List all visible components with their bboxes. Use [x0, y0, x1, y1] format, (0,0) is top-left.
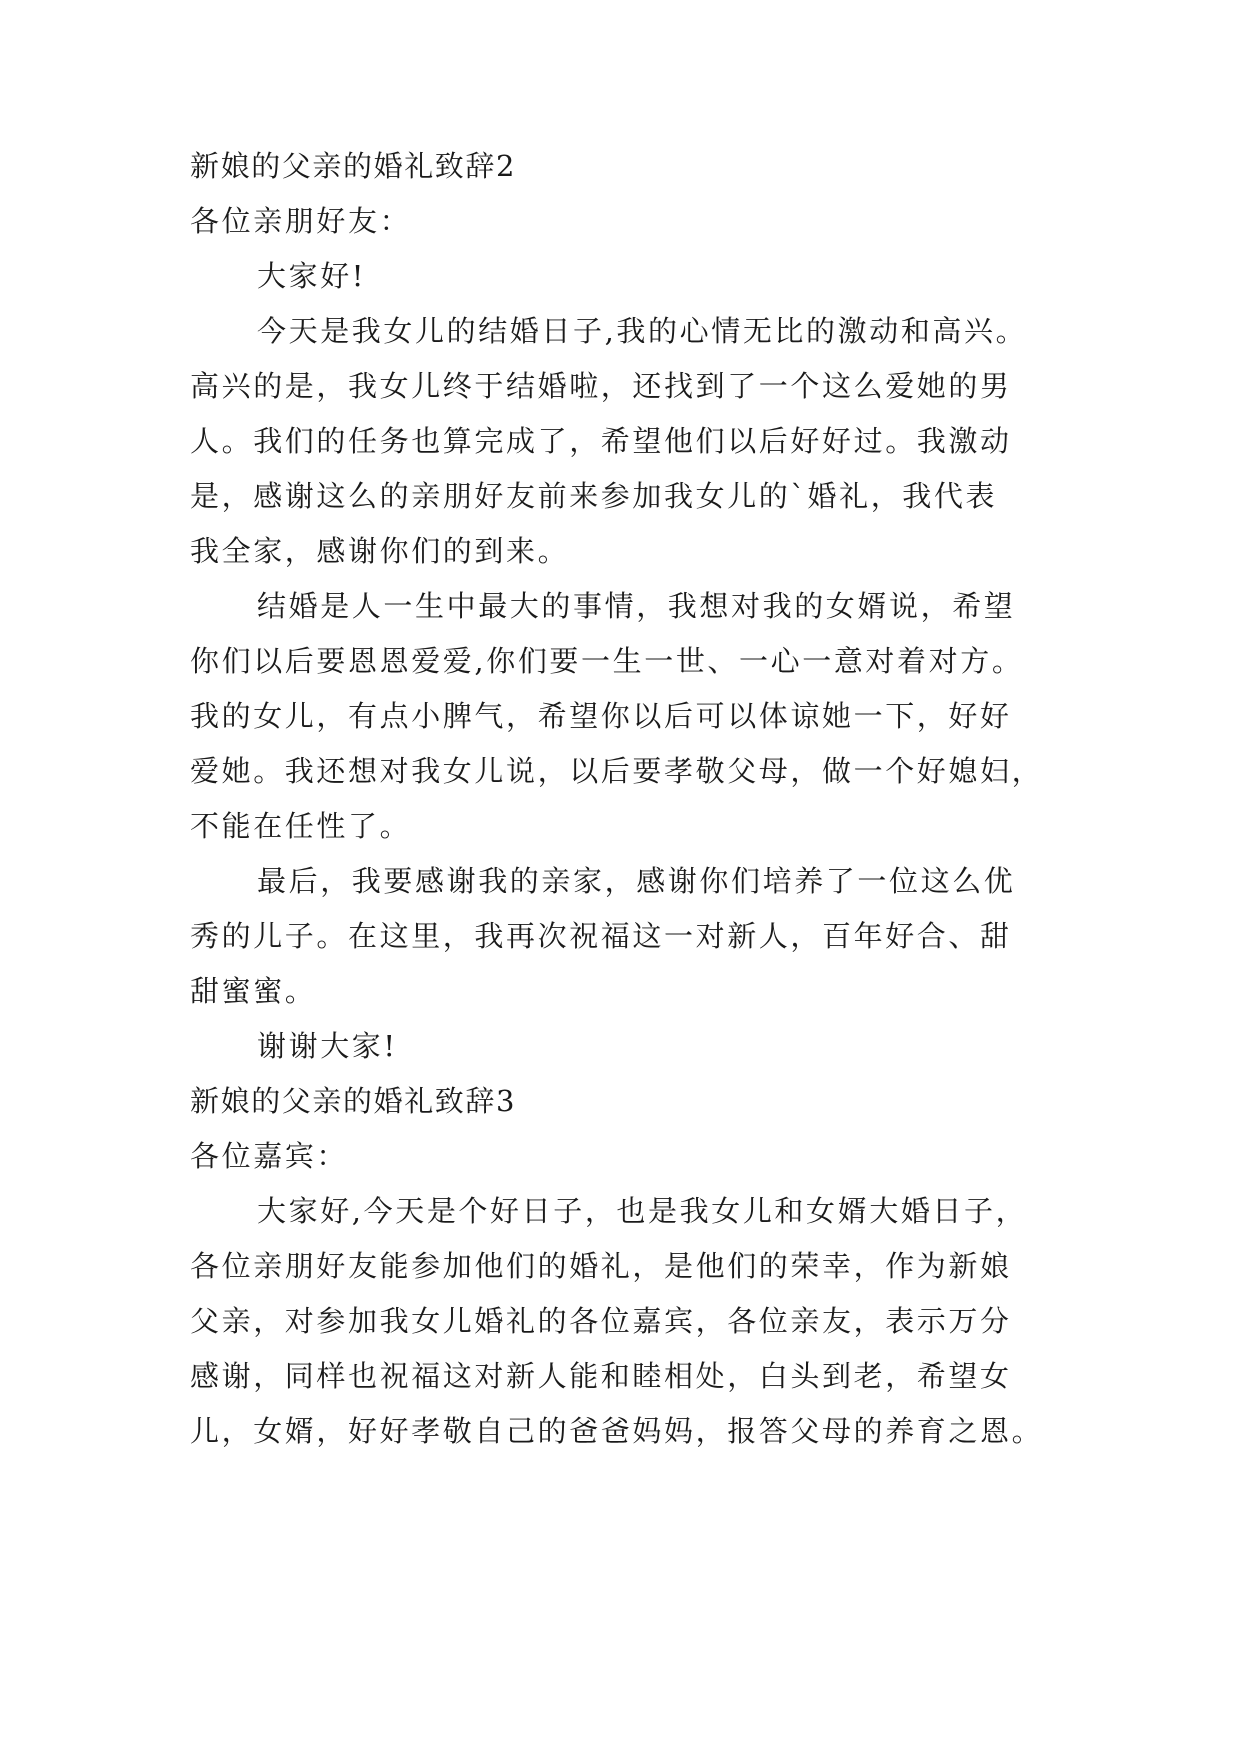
paragraph-line: 秀的儿子。在这里，我再次祝福这一对新人，百年好合、甜: [190, 919, 1012, 953]
paragraph-line: 今天是我女儿的结婚日子,我的心情无比的激动和高兴。: [257, 314, 1028, 348]
paragraph-line: 谢谢大家!: [257, 1029, 398, 1063]
paragraph-line: 我全家，感谢你们的到来。: [190, 534, 570, 568]
paragraph-line: 大家好!: [257, 259, 367, 293]
paragraph-line: 父亲，对参加我女儿婚礼的各位嘉宾，各位亲友，表示万分: [190, 1304, 1012, 1338]
paragraph-line: 高兴的是，我女儿终于结婚啦，还找到了一个这么爱她的男: [190, 369, 1012, 403]
section-title: 新娘的父亲的婚礼致辞2: [190, 149, 517, 183]
salutation: 各位嘉宾：: [190, 1139, 349, 1173]
paragraph-line: 我的女儿，有点小脾气，希望你以后可以体谅她一下，好好: [190, 699, 1012, 733]
paragraph-line: 各位亲朋好友能参加他们的婚礼，是他们的荣幸，作为新娘: [190, 1249, 1012, 1283]
paragraph-line: 人。我们的任务也算完成了，希望他们以后好好过。我激动: [190, 424, 1012, 458]
paragraph-line: 甜蜜蜜。: [190, 974, 317, 1008]
section-title: 新娘的父亲的婚礼致辞3: [190, 1084, 517, 1118]
paragraph-line: 感谢，同样也祝福这对新人能和睦相处，白头到老，希望女: [190, 1359, 1012, 1393]
paragraph-line: 爱她。我还想对我女儿说，以后要孝敬父母，做一个好媳妇，: [190, 754, 1044, 788]
paragraph-line: 是，感谢这么的亲朋好友前来参加我女儿的`婚礼，我代表: [190, 479, 998, 513]
paragraph-line: 大家好,今天是个好日子，也是我女儿和女婿大婚日子，: [257, 1194, 1028, 1228]
salutation: 各位亲朋好友：: [190, 204, 412, 238]
paragraph-line: 你们以后要恩恩爱爱,你们要一生一世、一心一意对着对方。: [190, 644, 1024, 678]
paragraph-line: 不能在任性了。: [190, 809, 412, 843]
paragraph-line: 结婚是人一生中最大的事情，我想对我的女婿说，希望: [257, 589, 1016, 623]
paragraph-line: 儿，女婿，好好孝敬自己的爸爸妈妈，报答父母的养育之恩。: [190, 1414, 1044, 1448]
paragraph-line: 最后，我要感谢我的亲家，感谢你们培养了一位这么优: [257, 864, 1016, 898]
